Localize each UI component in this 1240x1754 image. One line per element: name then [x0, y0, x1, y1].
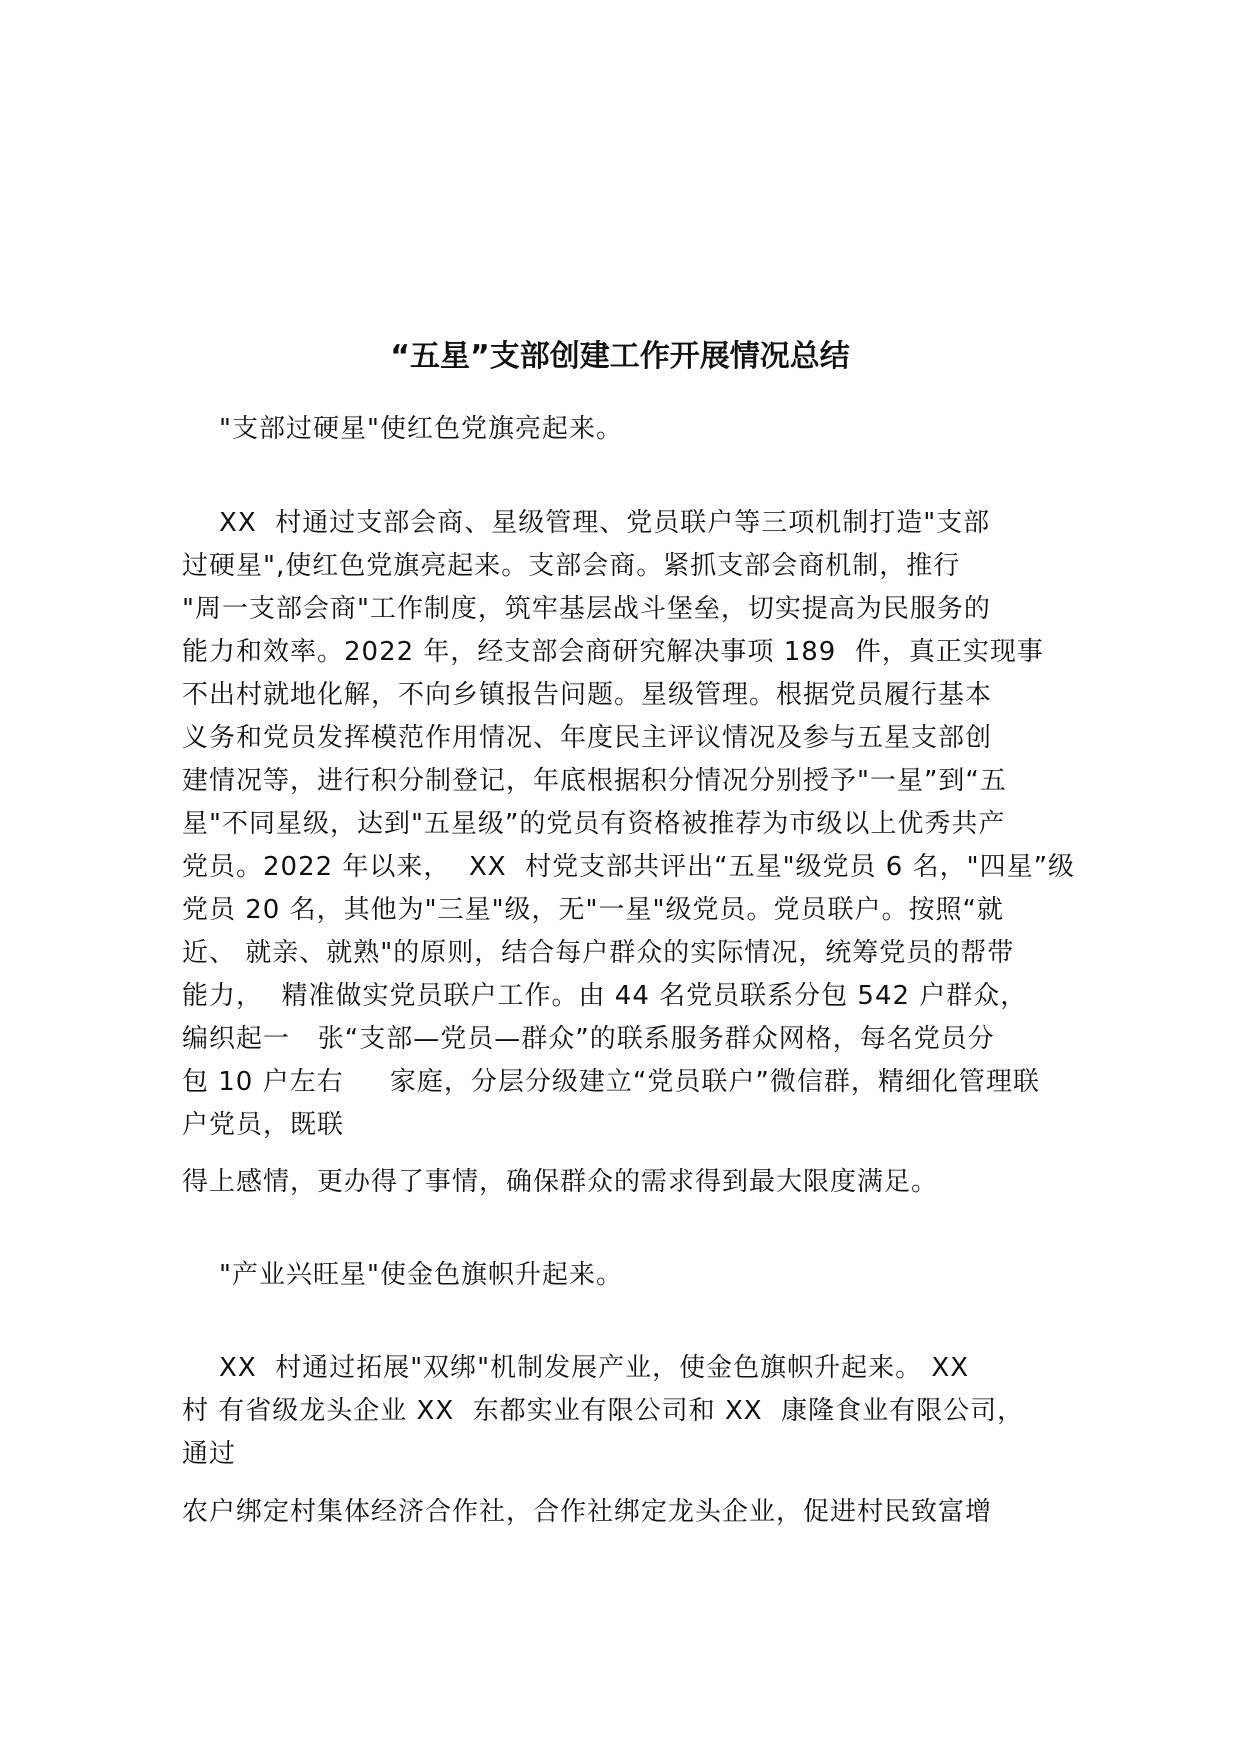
paragraph-line: 党员 20 名，其他为"三星"级，无"一星"级党员。党员联户。按照“就 [182, 895, 1004, 925]
paragraph-line: 建情况等，进行积分制登记，年底根据积分情况分别授予"一星”到“五 [182, 766, 1007, 796]
paragraph-line: 星"不同星级，达到"五星级”的党员有资格被推荐为市级以上优秀共产 [182, 809, 1006, 839]
paragraph-line: 能力， 精准做实党员联户工作。由 44 名党员联系分包 542 户群众， [182, 981, 1028, 1011]
paragraph-line: 户党员，既联 [182, 1110, 345, 1140]
paragraph-line: 近、 就亲、就熟"的原则，结合每户群众的实际情况，统筹党员的帮带 [182, 938, 1015, 968]
section-heading-industry-star: "产业兴旺星"使金色旗帜升起来。 [182, 1260, 623, 1290]
paragraph-line: 通过 [182, 1439, 237, 1469]
paragraph-line: 不出村就地化解，不向乡镇报告问题。星级管理。根据党员履行基本 [182, 680, 993, 710]
paragraph-line: 村 有省级龙头企业 XX 东都实业有限公司和 XX 康隆食业有限公司， [182, 1396, 1025, 1426]
paragraph-line: XX 村通过支部会商、星级管理、党员联户等三项机制打造"支部 [182, 508, 991, 538]
paragraph-line: "周一支部会商"工作制度，筑牢基层战斗堡垒，切实提高为民服务的 [182, 594, 991, 624]
paragraph-line: 得上感情，更办得了事情，确保群众的需求得到最大限度满足。 [182, 1167, 939, 1197]
paragraph-line: 能力和效率。2022 年，经支部会商研究解决事项 189 件，真正实现事 [182, 637, 1044, 667]
paragraph-line: 编织起一 张“支部—党员—群众”的联系服务群众网格，每名党员分 [182, 1024, 995, 1054]
paragraph-line: XX 村通过拓展"双绑"机制发展产业，使金色旗帜升起来。 XX [182, 1353, 970, 1383]
paragraph-line: 农户绑定村集体经济合作社，合作社绑定龙头企业，促进村民致富增 [182, 1497, 993, 1527]
document-title: “五星”支部创建工作开展情况总结 [390, 339, 850, 374]
paragraph-line: 党员。2022 年以来， XX 村党支部共评出“五星"级党员 6 名，"四星”级 [182, 852, 1076, 882]
paragraph-line: 包 10 户左右 家庭，分层分级建立“党员联户”微信群，精细化管理联 [182, 1067, 1040, 1097]
paragraph-line: 义务和党员发挥模范作用情况、年度民主评议情况及参与五星支部创 [182, 723, 993, 753]
section-heading-branch-star: "支部过硬星"使红色党旗亮起来。 [182, 414, 623, 444]
paragraph-line: 过硬星",使红色党旗亮起来。支部会商。紧抓支部会商机制，推行 [182, 551, 961, 581]
